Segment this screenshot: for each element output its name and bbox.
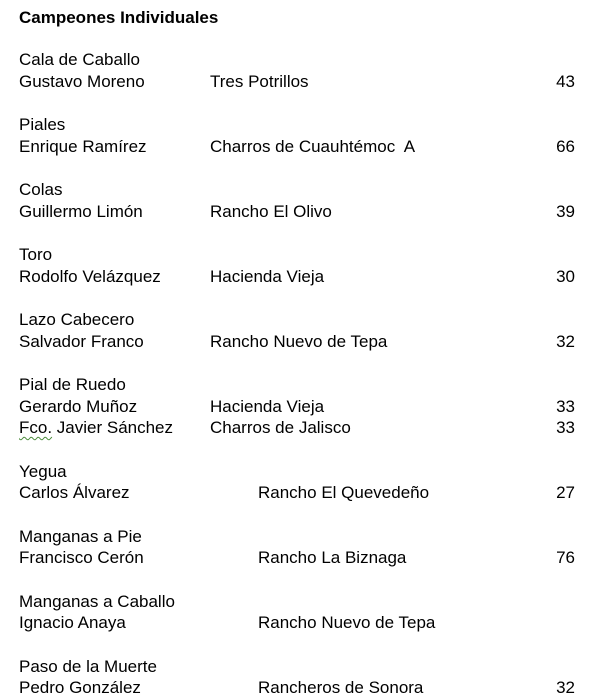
category-colas [19, 179, 575, 222]
team-name: Rancho El Olivo [210, 201, 332, 221]
category-piales [19, 114, 575, 157]
category-name: Pial de Ruedo [19, 375, 126, 394]
score: 43 [556, 71, 575, 91]
category-name: Manganas a Caballo [19, 591, 175, 611]
team-name: Hacienda Vieja [210, 266, 325, 286]
category-name: Yegua [19, 461, 67, 481]
score: 30 [556, 266, 575, 286]
champion-row [19, 547, 575, 569]
category-yegua [19, 461, 575, 504]
document-title: Campeones Individuales [19, 8, 219, 27]
champion-name: Guillermo Limón [19, 201, 143, 221]
score: 27 [556, 483, 575, 502]
champion-row [19, 612, 575, 634]
score: 66 [556, 136, 575, 156]
champion-name: Carlos Álvarez [19, 483, 130, 502]
category-toro [19, 244, 575, 287]
category-name: Paso de la Muerte [19, 656, 157, 676]
team-name: Charros de Cuauhtémoc A [210, 136, 416, 156]
champion-name-rest: Javier Sánchez [52, 418, 174, 437]
category-name: Toro [19, 245, 53, 264]
champion-name [19, 417, 173, 439]
team-name: Charros de Jalisco [210, 418, 351, 437]
team-name: Rancho Nuevo de Tepa [258, 613, 436, 632]
score: 33 [556, 396, 575, 416]
champion-row [19, 417, 575, 439]
champion-name: Pedro González [19, 678, 141, 697]
champion-name: Salvador Franco [19, 331, 144, 351]
category-lazo-cabecero [19, 309, 575, 352]
champion-row [19, 396, 575, 418]
category-pial-de-ruedo [19, 374, 575, 439]
category-name: Manganas a Pie [19, 526, 142, 546]
score: 32 [556, 331, 575, 351]
score: 33 [556, 418, 575, 437]
champion-name: Francisco Cerón [19, 548, 144, 567]
champion-name: Ignacio Anaya [19, 613, 126, 632]
category-name: Piales [19, 115, 66, 134]
score: 76 [556, 548, 575, 567]
team-name: Rancho El Quevedeño [258, 483, 430, 502]
team-name: Rancho La Biznaga [258, 548, 407, 567]
team-name: Rancho Nuevo de Tepa [210, 331, 388, 351]
category-manganas-a-caballo [19, 591, 575, 634]
champion-row [19, 331, 575, 353]
champion-name: Gustavo Moreno [19, 71, 145, 91]
category-paso-de-la-muerte [19, 656, 575, 699]
champion-name: Gerardo Muñoz [19, 396, 138, 416]
category-manganas-a-pie [19, 526, 575, 569]
team-name: Tres Potrillos [210, 71, 309, 91]
champion-row [19, 482, 575, 504]
champion-row [19, 136, 575, 158]
document-page [19, 7, 575, 699]
team-name: Hacienda Vieja [210, 396, 325, 416]
category-name: Cala de Caballo [19, 50, 140, 69]
score: 32 [556, 678, 575, 697]
champion-row [19, 201, 575, 223]
champion-name: Rodolfo Velázquez [19, 266, 161, 286]
spellcheck-flagged-word: Fco. [19, 418, 53, 437]
category-name: Colas [19, 180, 63, 199]
team-name: Rancheros de Sonora [258, 678, 424, 697]
champion-row [19, 677, 575, 699]
score: 39 [556, 201, 575, 221]
category-name: Lazo Cabecero [19, 310, 135, 329]
champion-name: Enrique Ramírez [19, 136, 147, 156]
champion-row [19, 266, 575, 288]
category-cala-de-caballo [19, 49, 575, 92]
champion-row [19, 71, 575, 93]
